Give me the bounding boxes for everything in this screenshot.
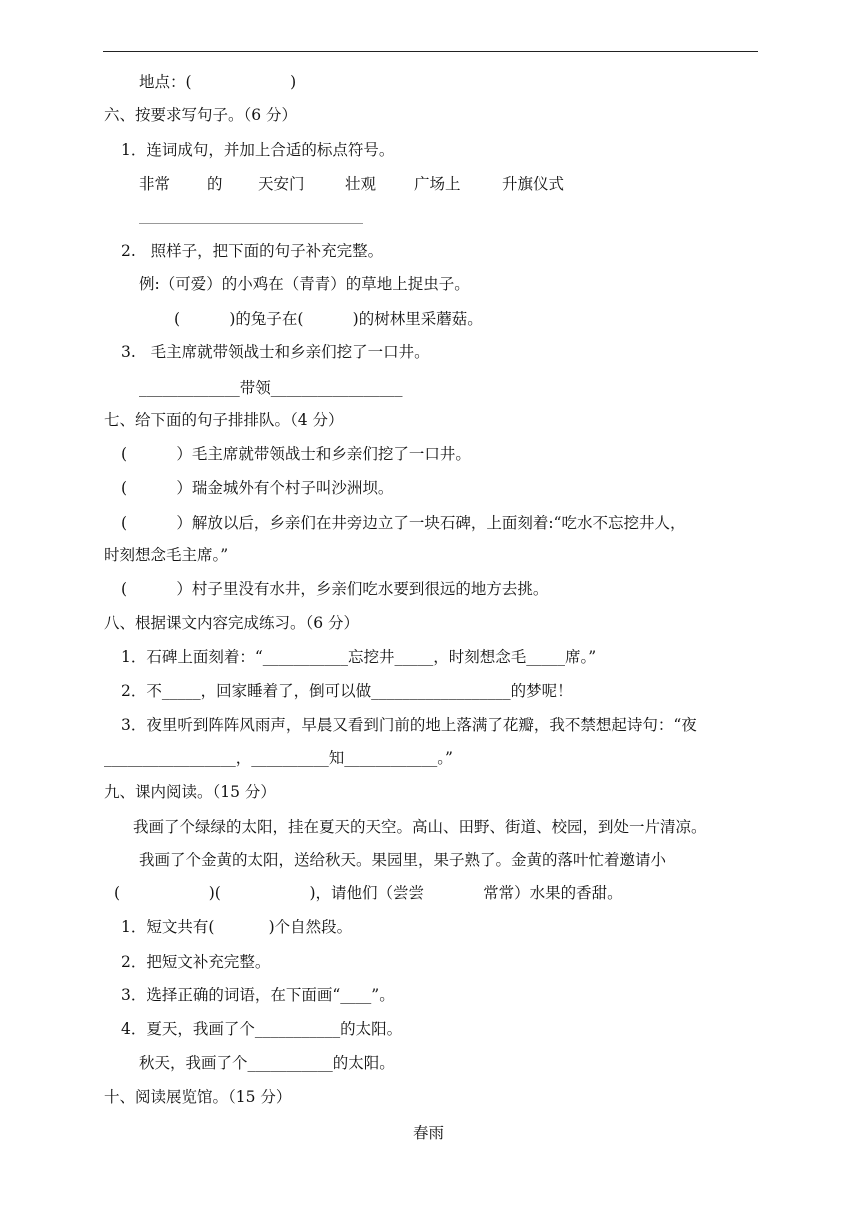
- passage-para-1: 我画了个绿绿的太阳，挂在夏天的天空。高山、田野、街道、校园，到处一片清凉。: [133, 818, 707, 836]
- s6-example: 例:（可爱）的小鸡在（青青）的草地上捉虫子。: [139, 275, 470, 293]
- s9-q1: 1．短文共有( )个自然段。: [121, 918, 353, 936]
- word-2: 的: [207, 175, 223, 193]
- s9-q4-autumn: 秋天，我画了个___________的太阳。: [139, 1054, 395, 1072]
- s9-q2: 2．把短文补充完整。: [121, 953, 271, 971]
- word-1: 非常: [139, 175, 171, 193]
- passage-para-2-cont: ( )( )，请他们（尝尝 常常）水果的香甜。: [114, 884, 623, 902]
- s6-pattern: ( )的兔子在( )的树林里采蘑菇。: [174, 310, 483, 328]
- word-4: 壮观: [345, 175, 377, 193]
- answer-line[interactable]: [139, 223, 363, 224]
- order-item-4: ( ）村子里没有水井，乡亲们吃水要到很远的地方去挑。: [121, 580, 549, 598]
- s6-q2: 2. 照样子，把下面的句子补充完整。: [121, 242, 384, 260]
- location-label: 地点：( ): [139, 73, 297, 91]
- order-item-3: ( ）解放以后，乡亲们在井旁边立了一块石碑，上面刻着:“吃水不忘挖井人，: [121, 514, 686, 532]
- word-5: 广场上: [414, 175, 461, 193]
- section-9-heading: 九、课内阅读。（15 分）: [104, 783, 276, 801]
- s8-q3: 3．夜里听到阵阵风雨声，早晨又看到门前的地上落满了花瓣，我不禁想起诗句：“夜: [121, 716, 697, 734]
- order-item-1: ( ）毛主席就带领战士和乡亲们挖了一口井。: [121, 445, 471, 463]
- word-6: 升旗仪式: [502, 175, 565, 193]
- s8-q3-cont: _________________，__________知____________。”: [104, 749, 453, 767]
- s9-q3: 3．选择正确的词语，在下面画“____”。: [121, 986, 395, 1004]
- s6-q1: 1．连词成句，并加上合适的标点符号。: [121, 141, 395, 159]
- section-7-heading: 七、给下面的句子排排队。（4 分）: [104, 411, 344, 429]
- s8-q1: 1．石碑上面刻着：“___________忘挖井_____，时刻想念毛_____席。”: [121, 648, 597, 666]
- section-10-heading: 十、阅读展览馆。（15 分）: [104, 1088, 292, 1106]
- s8-q2: 2．不_____，回家睡着了，倒可以做__________________的梦呢！: [121, 682, 573, 700]
- header-rule: [103, 51, 758, 52]
- order-item-2: ( ）瑞金城外有个村子叫沙洲坝。: [121, 479, 394, 497]
- s6-q3-fill: _____________带领_________________: [139, 379, 403, 397]
- s6-q3: 3. 毛主席就带领战士和乡亲们挖了一口井。: [121, 343, 430, 361]
- section-8-heading: 八、根据课文内容完成练习。（6 分）: [104, 614, 360, 632]
- order-item-3-cont: 时刻想念毛主席。”: [104, 546, 229, 564]
- word-3: 天安门: [258, 175, 305, 193]
- reading-title: 春雨: [413, 1124, 445, 1142]
- s9-q4-summer: 4．夏天，我画了个___________的太阳。: [121, 1020, 403, 1038]
- passage-para-2: 我画了个金黄的太阳，送给秋天。果园里，果子熟了。金黄的落叶忙着邀请小: [139, 851, 667, 869]
- section-6-heading: 六、按要求写句子。（6 分）: [104, 106, 298, 124]
